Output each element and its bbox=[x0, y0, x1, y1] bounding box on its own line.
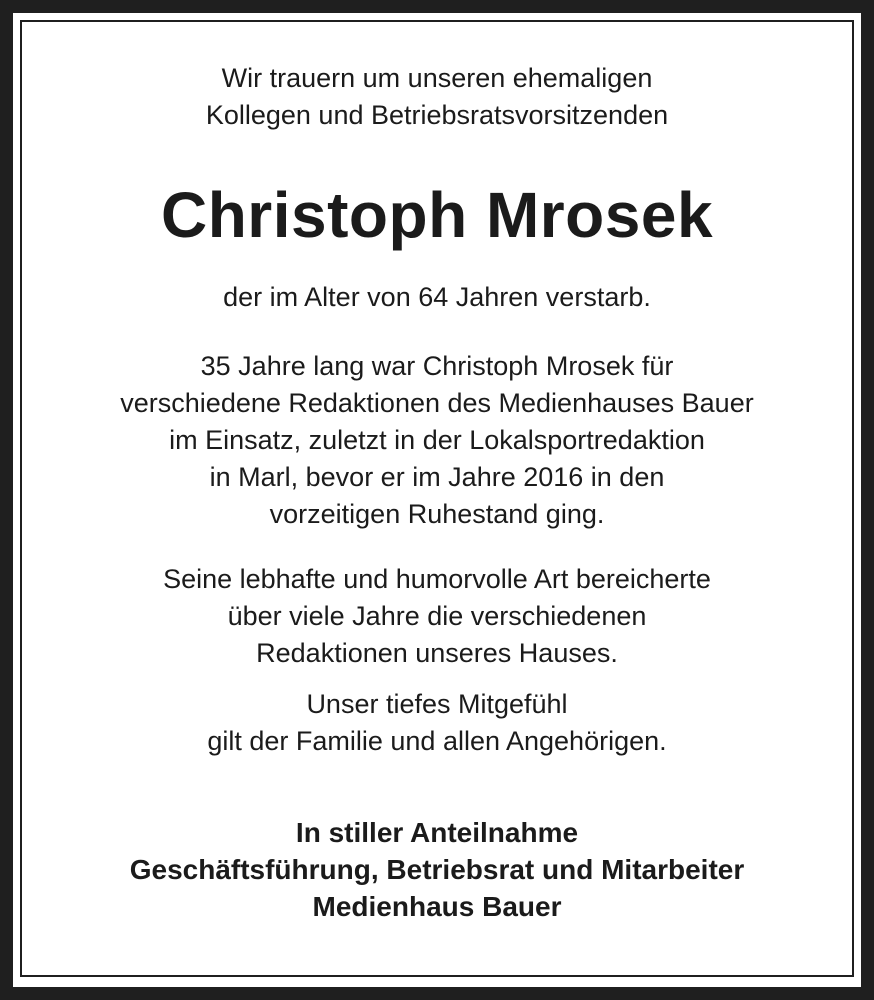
signature-block bbox=[22, 814, 852, 925]
notice-content bbox=[22, 22, 852, 975]
signature-line: Medienhaus Bauer bbox=[312, 891, 562, 922]
career-paragraph bbox=[22, 348, 852, 533]
tribute-line: Seine lebhafte und humorvolle Art bereicherte bbox=[163, 564, 711, 594]
career-line: in Marl, bevor er im Jahre 2016 in den bbox=[209, 462, 665, 492]
tribute-line: Redaktionen unseres Hauses. bbox=[256, 638, 618, 668]
age-line: der im Alter von 64 Jahren verstarb. bbox=[223, 282, 651, 312]
deceased-name: Christoph Mrosek bbox=[160, 179, 714, 251]
age-statement bbox=[22, 279, 852, 316]
tribute-line: über viele Jahre die verschiedenen bbox=[227, 601, 647, 631]
career-line: im Einsatz, zuletzt in der Lokalsportredaktion bbox=[169, 425, 705, 455]
career-line: verschiedene Redaktionen des Medienhauses Bauer bbox=[120, 388, 754, 418]
signature-line: In stiller Anteilnahme bbox=[295, 817, 579, 848]
signature-line: Geschäftsführung, Betriebsrat und Mitarbeiter bbox=[129, 854, 745, 885]
intro-line: Kollegen und Betriebsratsvorsitzenden bbox=[205, 100, 669, 130]
condolence-line: gilt der Familie und allen Angehörigen. bbox=[207, 726, 667, 756]
condolence-paragraph bbox=[22, 686, 852, 760]
tribute-paragraph bbox=[22, 561, 852, 672]
intro-text bbox=[22, 60, 852, 134]
intro-line: Wir trauern um unseren ehemaligen bbox=[221, 63, 653, 93]
career-line: 35 Jahre lang war Christoph Mrosek für bbox=[200, 351, 674, 381]
career-line: vorzeitigen Ruhestand ging. bbox=[269, 499, 605, 529]
condolence-line: Unser tiefes Mitgefühl bbox=[306, 689, 568, 719]
